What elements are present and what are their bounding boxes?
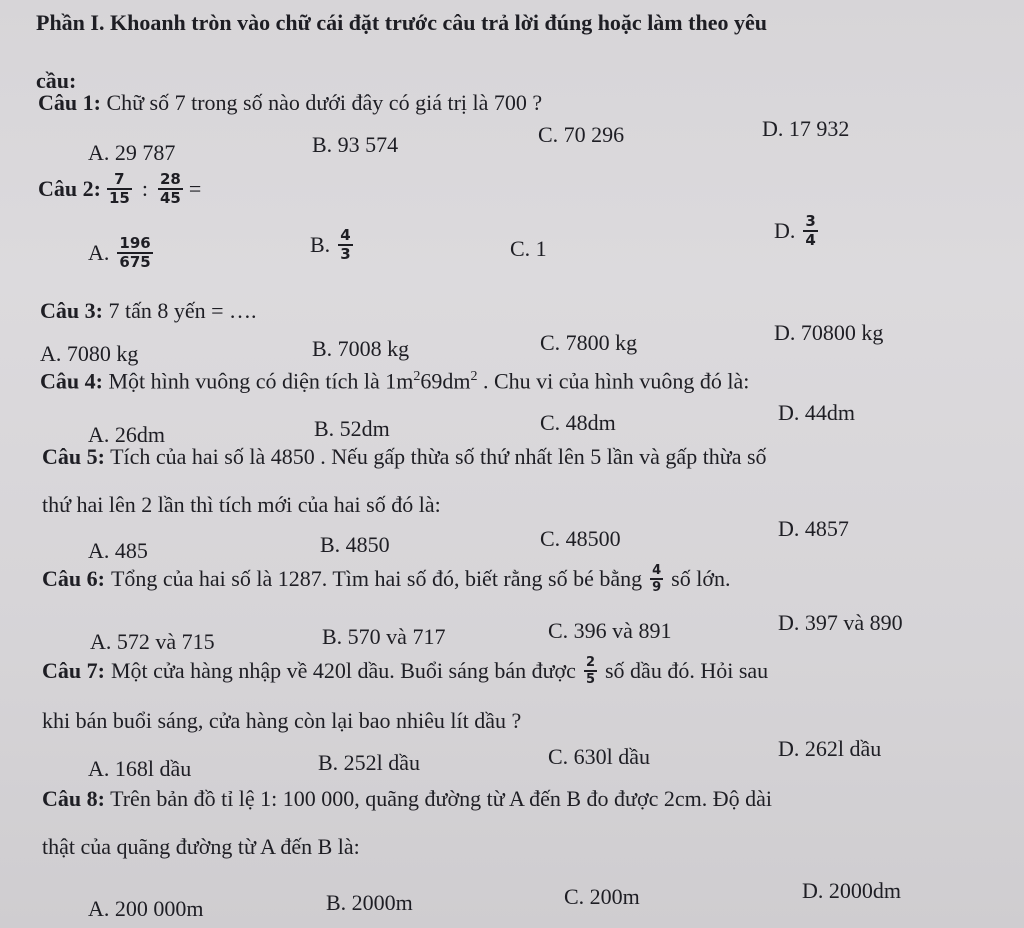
q8-option-b[interactable]: B. 2000m — [326, 890, 413, 915]
q1-option-c[interactable]: C. 70 296 — [538, 122, 625, 147]
question-6: Câu 6: Tổng của hai số là 1287. Tìm hai số đó, biết rằng số bé bằng $\frac{4}{9}$ số lớn. — [42, 563, 731, 595]
q3-option-c[interactable]: C. 7800 kg — [540, 330, 638, 355]
q2-option-a[interactable]: A. $\frac{196}{675}$ — [88, 234, 151, 271]
q2-option-d-fraction: $\frac{3}{4}$ — [805, 212, 816, 249]
q7-option-a[interactable]: A. 168l dầu — [88, 756, 192, 781]
q5-option-d[interactable]: D. 4857 — [778, 516, 849, 541]
q3-option-b[interactable]: B. 7008 kg — [312, 336, 410, 361]
q2-fraction-2: $\frac{28}{45}$ — [159, 170, 181, 207]
q5-option-a[interactable]: A. 485 — [88, 538, 148, 563]
section-title: Phần I. Khoanh tròn vào chữ cái đặt trước câu trả lời đúng hoặc làm theo yêu — [36, 10, 767, 35]
q8-option-a[interactable]: A. 200 000m — [88, 896, 204, 921]
q2-option-b[interactable]: B. $\frac{4}{3}$ — [310, 226, 351, 263]
q4-option-c[interactable]: C. 48dm — [540, 410, 616, 435]
q8-option-c[interactable]: C. 200m — [564, 884, 640, 909]
question-8-cont: thật của quãng đường từ A đến B là: — [42, 834, 360, 859]
q3-option-a[interactable]: A. 7080 kg — [40, 341, 139, 366]
q2-fraction-1: $\frac{7}{15}$ — [108, 170, 130, 207]
q4-option-b[interactable]: B. 52dm — [314, 416, 390, 441]
q5-option-c[interactable]: C. 48500 — [540, 526, 621, 551]
q6-option-b[interactable]: B. 570 và 717 — [322, 624, 446, 649]
q1-option-a[interactable]: A. 29 787 — [88, 140, 176, 165]
question-5: Câu 5: Tích của hai số là 4850 . Nếu gấp thừa số thứ nhất lên 5 lần và gấp thừa số — [42, 444, 767, 469]
question-7-cont: khi bán buổi sáng, cửa hàng còn lại bao nhiêu lít dầu ? — [42, 708, 522, 733]
section-title-cont: cầu: — [36, 68, 77, 93]
q2-option-d[interactable]: D. $\frac{3}{4}$ — [774, 212, 816, 249]
q7-fraction: $\frac{2}{5}$ — [585, 655, 595, 687]
q7-option-b[interactable]: B. 252l dầu — [318, 750, 421, 775]
q1-option-d[interactable]: D. 17 932 — [762, 116, 850, 141]
q2-option-c[interactable]: C. 1 — [510, 236, 547, 261]
q4-option-d[interactable]: D. 44dm — [778, 400, 855, 425]
question-2: Câu 2: $\frac{7}{15}$ : $\frac{28}{45}$ = — [38, 170, 202, 207]
q6-option-d[interactable]: D. 397 và 890 — [778, 610, 903, 635]
question-8: Câu 8: Trên bản đồ tỉ lệ 1: 100 000, quãng đường từ A đến B đo được 2cm. Độ dài — [42, 786, 773, 811]
question-3: Câu 3: 7 tấn 8 yến = …. — [40, 298, 257, 323]
question-1: Câu 1: Chữ số 7 trong số nào dưới đây có giá trị là 700 ? — [38, 90, 543, 115]
question-5-cont: thứ hai lên 2 lần thì tích mới của hai số đó là: — [42, 492, 441, 517]
q6-fraction: $\frac{4}{9}$ — [652, 563, 662, 595]
q5-option-b[interactable]: B. 4850 — [320, 532, 390, 557]
q1-option-b[interactable]: B. 93 574 — [312, 132, 399, 157]
q8-option-d[interactable]: D. 2000dm — [802, 878, 901, 903]
question-4: Câu 4: Một hình vuông có diện tích là $1m^269dm^2$ . Chu vi của hình vuông đó là: — [40, 368, 750, 394]
q2-option-b-fraction: $\frac{4}{3}$ — [340, 226, 351, 263]
q3-option-d[interactable]: D. 70800 kg — [774, 320, 884, 345]
q7-option-d[interactable]: D. 262l dầu — [778, 736, 882, 761]
q4-option-a[interactable]: A. 26dm — [88, 422, 165, 447]
q2-option-a-fraction: $\frac{196}{675}$ — [119, 234, 151, 271]
q6-option-c[interactable]: C. 396 và 891 — [548, 618, 672, 643]
question-7: Câu 7: Một cửa hàng nhập về 420l dầu. Buổi sáng bán được $\frac{2}{5}$ số dầu đó. Hỏi sau — [42, 655, 769, 687]
q6-option-a[interactable]: A. 572 và 715 — [90, 629, 215, 654]
q7-option-c[interactable]: C. 630l dầu — [548, 744, 651, 769]
